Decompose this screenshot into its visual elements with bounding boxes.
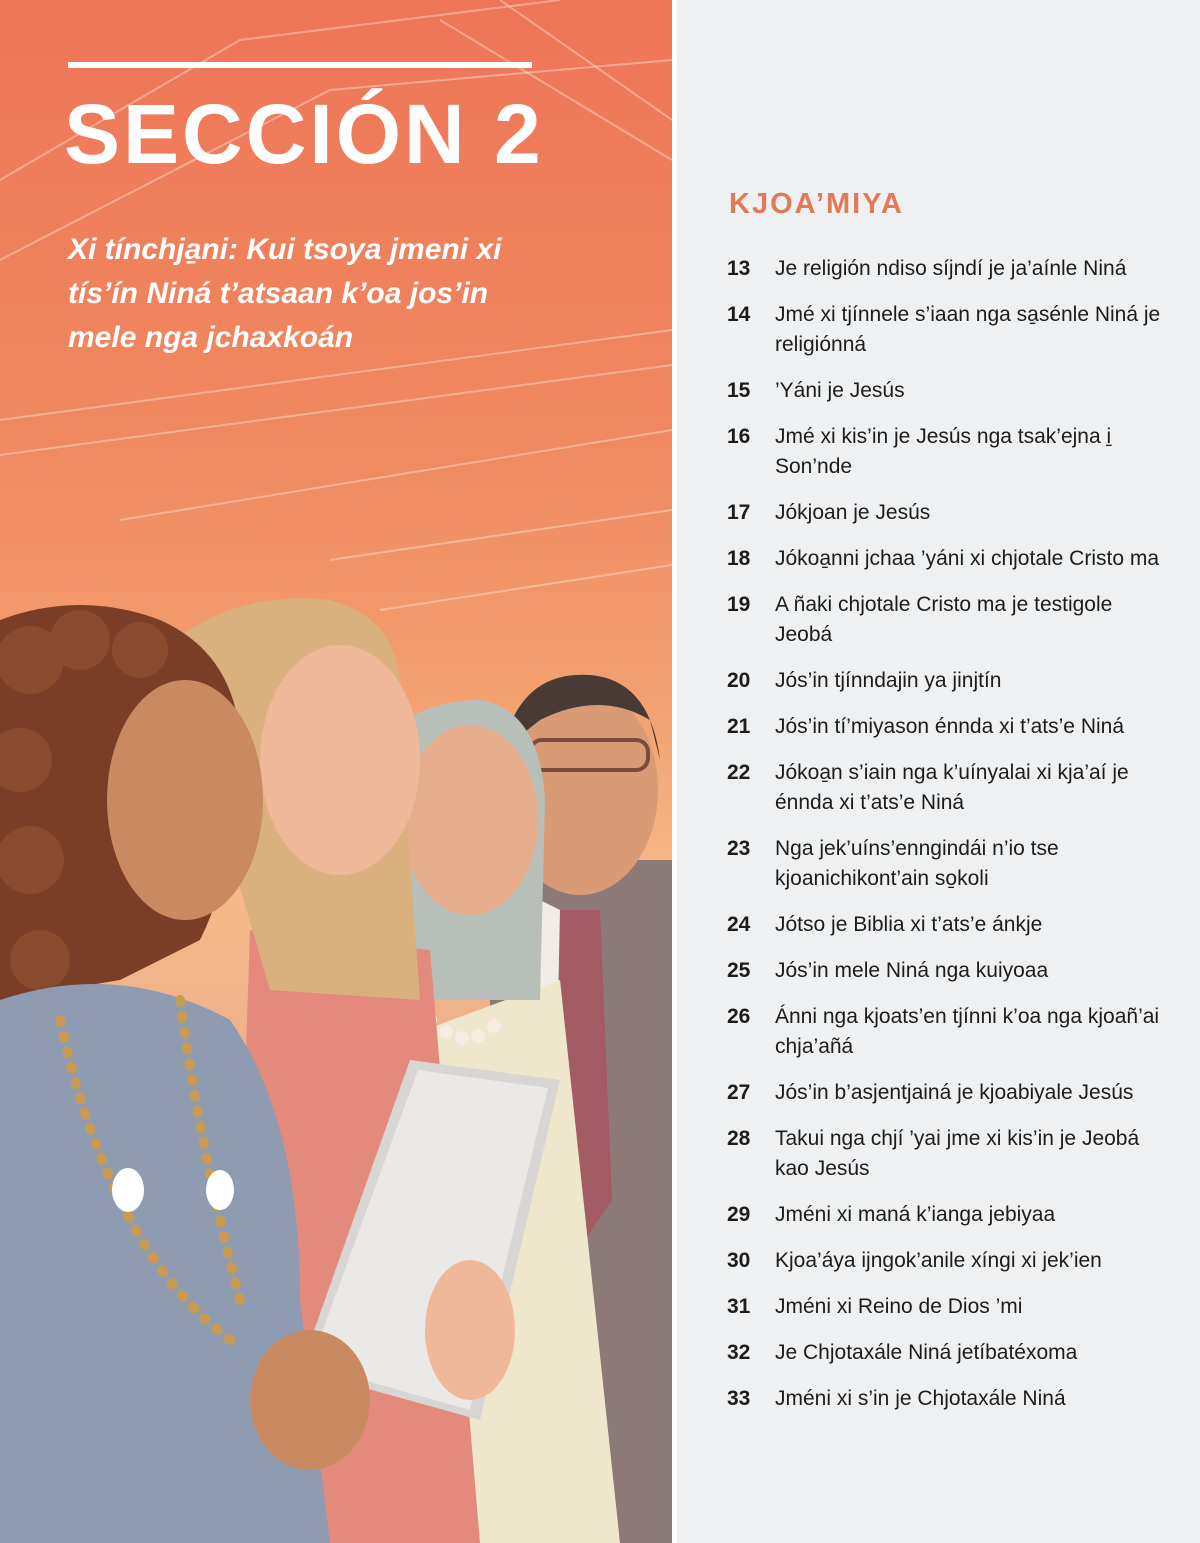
lesson-number: 20 <box>727 669 751 692</box>
lesson-number: 31 <box>727 1295 751 1318</box>
lesson-number: 28 <box>727 1127 751 1150</box>
lesson-number: 16 <box>727 425 751 448</box>
lesson-item-25[interactable] <box>727 956 1167 986</box>
contents-panel <box>677 0 1200 1543</box>
lesson-item-23[interactable] <box>727 834 1167 894</box>
lesson-number: 32 <box>727 1341 751 1364</box>
lesson-title: Takui nga chjí ’yai jme xi kis’in je Jeobá kao Jesús <box>775 1127 1140 1180</box>
lesson-title: Jós’in tjínndajin ya jinjtín <box>775 669 1002 692</box>
lesson-title: Jméni xi s’in je Chjotaxále Niná <box>775 1387 1066 1410</box>
lesson-title: Nga jek’uíns’enngindái n’io tse kjoanichikont’ain so̱koli <box>775 837 1059 890</box>
lesson-title: Jós’in mele Niná nga kuiyoaa <box>775 959 1049 982</box>
lesson-title: Jós’in b’asjentjainá je kjoabiyale Jesús <box>775 1081 1134 1104</box>
lesson-number: 18 <box>727 547 751 570</box>
lesson-number: 19 <box>727 593 751 616</box>
lesson-item-19[interactable] <box>727 590 1167 650</box>
lesson-item-29[interactable] <box>727 1200 1167 1230</box>
lesson-item-17[interactable] <box>727 498 1167 528</box>
lesson-number: 17 <box>727 501 751 524</box>
lesson-number: 26 <box>727 1005 751 1028</box>
section-title: SECCIÓN 2 <box>64 87 544 181</box>
lesson-number: 14 <box>727 303 751 326</box>
lesson-number: 23 <box>727 837 751 860</box>
lesson-item-18[interactable] <box>727 544 1167 574</box>
lesson-title: Ánni nga kjoats’en tjínni k’oa nga kjoañ’ai chja’añá <box>775 1005 1160 1058</box>
lesson-number: 13 <box>727 257 751 280</box>
title-rule <box>68 62 532 68</box>
lesson-item-22[interactable] <box>727 758 1167 818</box>
lesson-title: Jméni xi Reino de Dios ’mi <box>775 1295 1023 1318</box>
lesson-number: 27 <box>727 1081 751 1104</box>
lesson-title: Jókjoan je Jesús <box>775 501 931 524</box>
contents-list <box>727 254 1167 1430</box>
lesson-title: Jókoa̱nni jchaa ’yáni xi chjotale Cristo ma <box>775 547 1160 570</box>
lesson-number: 33 <box>727 1387 751 1410</box>
lesson-title: Je Chjotaxále Niná jetíbatéxoma <box>775 1341 1078 1364</box>
lesson-item-32[interactable] <box>727 1338 1167 1368</box>
lesson-title: Kjoa’áya ijngok’anile xíngi xi jek’ien <box>775 1249 1102 1272</box>
lesson-item-15[interactable] <box>727 376 1167 406</box>
lesson-number: 30 <box>727 1249 751 1272</box>
lesson-number: 24 <box>727 913 751 936</box>
lesson-title: A ñaki chjotale Cristo ma je testigole Jeobá <box>775 593 1113 646</box>
lesson-number: 15 <box>727 379 751 402</box>
lesson-title: Jókoa̱n s’iain nga k’uínyalai xi kja’aí je énnda xi t’ats’e Niná <box>775 761 1129 814</box>
lesson-number: 29 <box>727 1203 751 1226</box>
lesson-number: 25 <box>727 959 751 982</box>
lesson-item-21[interactable] <box>727 712 1167 742</box>
lesson-item-33[interactable] <box>727 1384 1167 1414</box>
lesson-title: Jótso je Biblia xi t’ats’e ánkje <box>775 913 1043 936</box>
contents-heading: KJOA’MIYA <box>729 188 904 220</box>
lesson-title: Jmé xi kis’in je Jesús nga tsak’ejna i̱ Son’nde <box>775 425 1112 478</box>
lesson-item-26[interactable] <box>727 1002 1167 1062</box>
lesson-title: ’Yáni je Jesús <box>775 379 905 402</box>
lesson-title: Jós’in tí’miyason énnda xi t’ats’e Niná <box>775 715 1125 738</box>
lesson-item-31[interactable] <box>727 1292 1167 1322</box>
lesson-item-14[interactable] <box>727 300 1167 360</box>
lesson-item-13[interactable] <box>727 254 1167 284</box>
lesson-title: Je religión ndiso síjndí je ja’aínle Niná <box>775 257 1127 280</box>
lesson-number: 21 <box>727 715 751 738</box>
lesson-item-27[interactable] <box>727 1078 1167 1108</box>
lesson-item-28[interactable] <box>727 1124 1167 1184</box>
lesson-item-24[interactable] <box>727 910 1167 940</box>
lesson-title: Jméni xi maná k’ianga jebiyaa <box>775 1203 1056 1226</box>
lesson-number: 22 <box>727 761 751 784</box>
section-subtitle: Xi tínchja̱ni: Kui tsoya jmeni xi tís’ín Niná t’atsaan k’oa jos’in mele nga jchaxkoán <box>68 233 502 354</box>
lesson-item-20[interactable] <box>727 666 1167 696</box>
lesson-item-30[interactable] <box>727 1246 1167 1276</box>
lesson-title: Jmé xi tjínnele s’iaan nga sa̱sénle Niná je religiónná <box>775 303 1161 356</box>
lesson-item-16[interactable] <box>727 422 1167 482</box>
